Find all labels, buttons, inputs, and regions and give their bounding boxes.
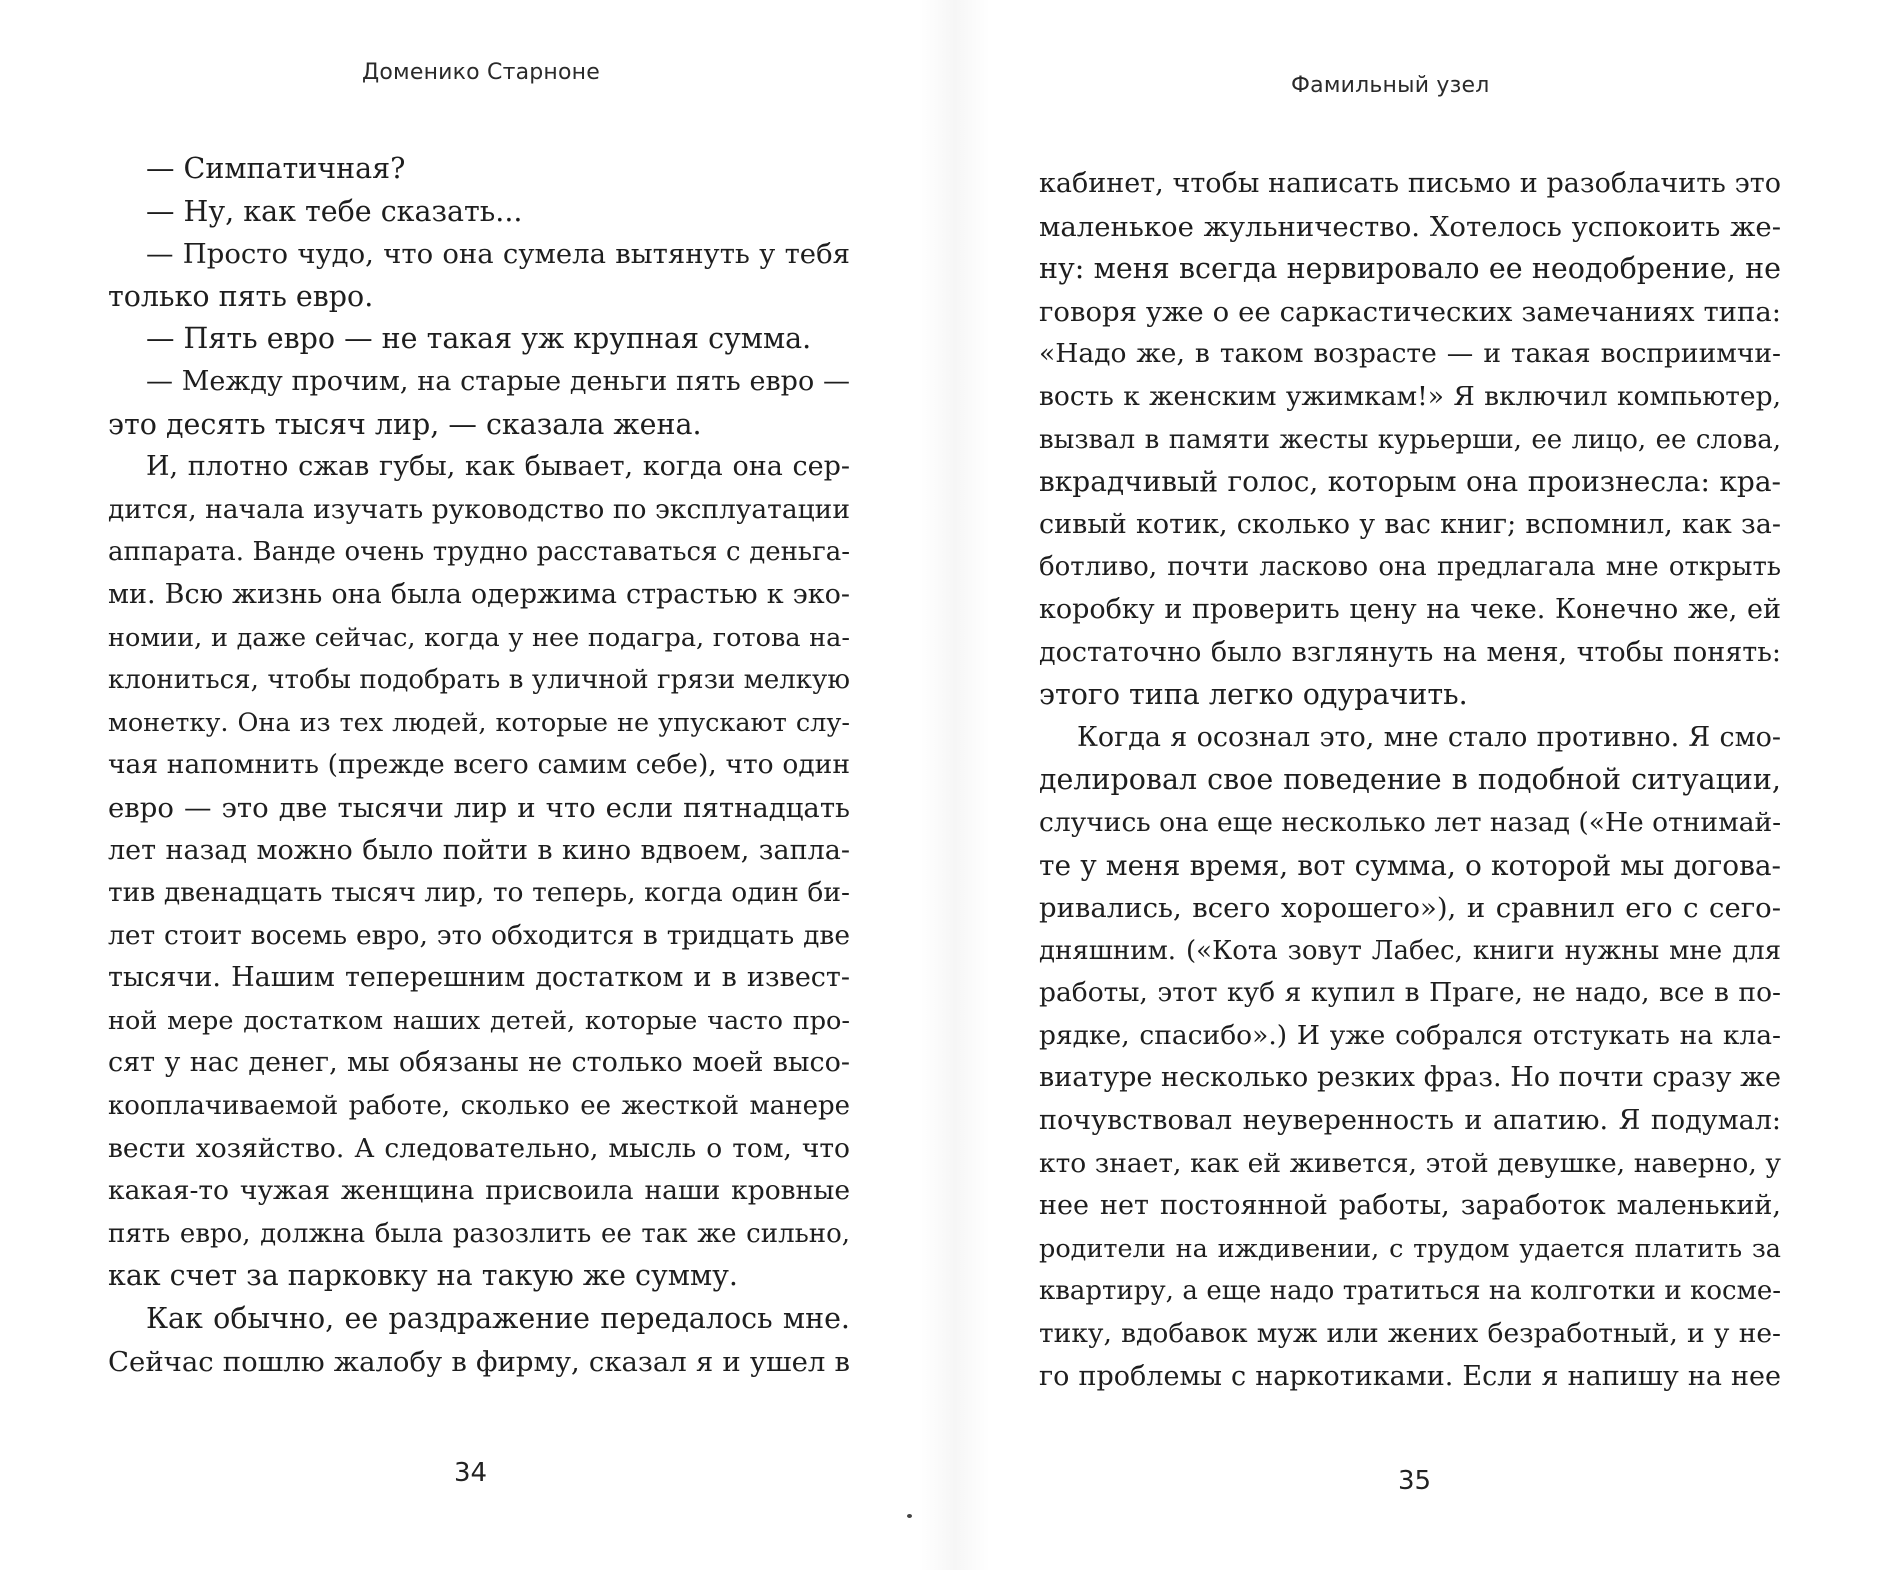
text-line: лет назад можно было пойти в кино вдвоем, запла- — [108, 834, 850, 866]
text-line: монетку. Она из тех людей, которые не упускают слу- — [108, 707, 850, 738]
text-line: маленькое жульничество. Хотелось успокоить же- — [1039, 210, 1781, 243]
text-line: вость к женским ужимкам!» Я включил компьютер, — [1039, 380, 1781, 412]
text-line: кто знает, как ей живется, этой девушке, наверно, у — [1039, 1147, 1781, 1179]
text-line: дится, начала изучать руководство по эксплуатации — [108, 493, 850, 525]
text-line: сят у нас денег, мы обязаны не столько моей высо- — [108, 1047, 850, 1079]
text-line: ну: меня всегда нервировало ее неодобрение, не — [1039, 252, 1781, 286]
running-head-title: Фамильный узел — [1291, 73, 1490, 98]
text-line: родители на иждивении, с трудом удается платить за — [1039, 1233, 1781, 1264]
text-line: — Просто чудо, что она сумела вытянуть у тебя — [146, 238, 850, 271]
text-line: почувствовал неуверенность и апатию. Я подумал: — [1039, 1105, 1781, 1137]
text-line: достаточно было взглянуть на меня, чтобы понять: — [1039, 636, 1781, 668]
text-line: это десять тысяч лир, — сказала жена. — [108, 407, 702, 441]
text-line: Как обычно, ее раздражение передалось мне. — [146, 1302, 850, 1336]
text-line: ной мере достатком наших детей, которые часто про- — [108, 1005, 850, 1036]
text-line: виатуре несколько резких фраз. Но почти сразу же — [1039, 1062, 1781, 1094]
text-line: Сейчас пошлю жалобу в фирму, сказал я и ушел в — [108, 1345, 850, 1378]
text-line: ботливо, почти ласково она предлагала мне открыть — [1039, 552, 1781, 583]
text-line: работы, этот куб я купил в Праге, не надо, все в по- — [1039, 977, 1781, 1009]
text-line: тысячи. Нашим теперешним достатком и в извест- — [108, 962, 850, 994]
text-line: только пять евро. — [108, 279, 374, 313]
text-line: как счет за парковку на такую же сумму. — [108, 1259, 738, 1293]
text-line: кооплачиваемой работе, сколько ее жесткой манере — [108, 1091, 850, 1122]
text-line: номии, и даже сейчас, когда у нее подагра, готова на- — [108, 622, 850, 653]
text-line: тив двенадцать тысяч лир, то теперь, когда один би- — [108, 877, 850, 909]
text-line: дняшним. («Кота зовут Лабес, книги нужны мне для — [1039, 935, 1781, 966]
text-line: вкрадчивый голос, которым она произнесла: кра- — [1039, 465, 1781, 499]
text-line: «Надо же, в таком возрасте — и такая восприимчи- — [1039, 338, 1781, 370]
text-line: — Между прочим, на старые деньги пять евро — — [146, 365, 850, 397]
text-line: аппарата. Ванде очень трудно расставаться с деньга- — [108, 537, 850, 568]
running-head-author: Доменико Старноне — [362, 60, 600, 85]
text-line: — Ну, как тебе сказать... — [146, 194, 523, 228]
text-line: чая напомнить (прежде всего самим себе), что один — [108, 749, 850, 781]
text-line: кабинет, чтобы написать письмо и разоблачить это — [1039, 168, 1781, 199]
right-page-text — [1039, 163, 1781, 1398]
text-line: вызвал в памяти жесты курьерши, ее лицо, ее слова, — [1039, 424, 1781, 455]
text-line: И, плотно сжав губы, как бывает, когда она сер- — [146, 451, 850, 483]
text-line: лет стоит восемь евро, это обходится в тридцать две — [108, 919, 850, 951]
text-line: ми. Всю жизнь она была одержима страстью к эко- — [108, 578, 850, 610]
text-line: — Симпатичная? — [146, 152, 406, 185]
right-page — [945, 0, 1887, 1570]
page-number-right: 35 — [1398, 1466, 1432, 1496]
text-line: клониться, чтобы подобрать в уличной грязи мелкую — [108, 665, 850, 696]
center-dot-mark — [907, 1514, 912, 1518]
text-line: случись она еще несколько лет назад («Не отнимай- — [1039, 806, 1781, 838]
text-line: рядке, спасибо».) И уже собрался отстукать на кла- — [1039, 1019, 1781, 1051]
text-line: тику, вдобавок муж или жених безработный, и у не- — [1039, 1318, 1781, 1350]
text-line: коробку и проверить цену на чеке. Конечно же, ей — [1039, 593, 1781, 625]
text-line: пять евро, должна была разозлить ее так же сильно, — [108, 1218, 850, 1249]
text-line: делировал свое поведение в подобной ситуации, — [1039, 763, 1781, 797]
text-line: те у меня время, вот сумма, о которой мы догова- — [1039, 848, 1781, 882]
text-line: евро — это две тысячи лир и что если пятнадцать — [108, 791, 850, 824]
text-line: говоря уже о ее саркастических замечаниях типа: — [1039, 295, 1781, 328]
text-line: сивый котик, сколько у вас книг; вспомнил, как за- — [1039, 508, 1781, 540]
text-line: вести хозяйство. А следовательно, мысль о том, что — [108, 1132, 850, 1164]
text-line: какая-то чужая женщина присвоила наши кровные — [108, 1175, 850, 1207]
text-line: Когда я осознал это, мне стало противно. Я смо- — [1077, 721, 1781, 753]
text-line: квартиру, а еще надо тратиться на колготки и косме- — [1039, 1276, 1781, 1307]
text-line: ривались, всего хорошего»), и сравнил его с сего- — [1039, 892, 1781, 925]
left-page-text — [108, 148, 850, 1383]
text-line: го проблемы с наркотиками. Если я напишу на нее — [1039, 1360, 1781, 1392]
text-line: — Пять евро — не такая уж крупная сумма. — [146, 322, 812, 356]
text-line: этого типа легко одурачить. — [1039, 678, 1468, 712]
text-line: нее нет постоянной работы, заработок маленький, — [1039, 1190, 1781, 1222]
page-number-left: 34 — [454, 1458, 488, 1488]
